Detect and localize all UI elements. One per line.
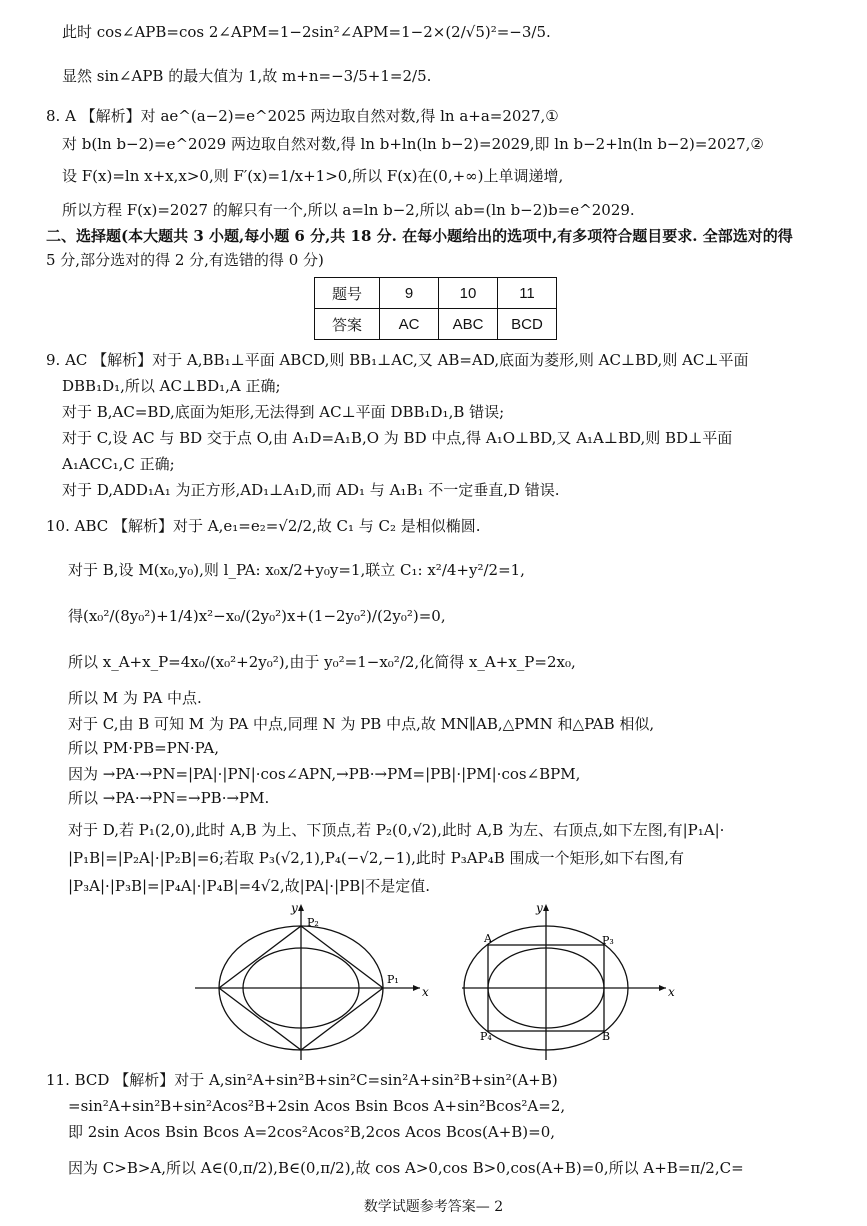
text-line: 8. A 【解析】对 ae^(a−2)=e^2025 两边取自然对数,得 ln a+a=2027,① <box>46 107 559 125</box>
text-line: 5 分,部分选对的得 2 分,有选错的得 0 分) <box>46 251 324 269</box>
table-answer: BCD <box>498 309 557 340</box>
section-heading: 二、选择题(本大题共 3 小题,每小题 6 分,共 18 分. 在每小题给出的选项中,有多项符合题目要求. 全部选对的得 <box>46 227 793 245</box>
text-line: 此时 cos∠APB=cos 2∠APM=1−2sin²∠APM=1−2×(2/√5)²=−3/5. <box>62 23 551 41</box>
text-line: 所以 M 为 PA 中点. <box>68 689 202 707</box>
text-line: 对于 C,由 B 可知 M 为 PA 中点,同理 N 为 PB 中点,故 MN∥AB,△PMN 和△PAB 相似, <box>68 715 655 733</box>
text-line: 对于 B,AC=BD,底面为矩形,无法得到 AC⊥平面 DBB₁D₁,B 错误; <box>62 403 505 421</box>
text-line: 所以方程 F(x)=2027 的解只有一个,所以 a=ln b−2,所以 ab=(ln b−2)b=e^2029. <box>62 201 635 219</box>
table-answer: ABC <box>439 309 498 340</box>
text-line: 所以 x_A+x_P=4x₀/(x₀²+2y₀²),由于 y₀²=1−x₀²/2,化简得 x_A+x_P=2x₀, <box>68 653 576 671</box>
text-line: =sin²A+sin²B+sin²Acos²B+2sin Acos Bsin Bcos A+sin²Bcos²A=2, <box>68 1097 566 1115</box>
text-line: 对于 D,若 P₁(2,0),此时 A,B 为上、下顶点,若 P₂(0,√2),此时 A,B 为左、右顶点,如下左图,有|P₁A|· <box>68 821 725 839</box>
text-line: A₁ACC₁,C 正确; <box>62 455 175 473</box>
text-line: 10. ABC 【解析】对于 A,e₁=e₂=√2/2,故 C₁ 与 C₂ 是相似椭圆. <box>46 517 481 535</box>
text-line: 所以 PM·PB=PN·PA, <box>68 739 219 757</box>
text-line: 11. BCD 【解析】对于 A,sin²A+sin²B+sin²C=sin²A+sin²B+sin²(A+B) <box>46 1071 558 1089</box>
text-line: 因为 →PA·→PN=|PA|·|PN|·cos∠APN,→PB·→PM=|PB|·|PM|·cos∠BPM, <box>68 765 581 783</box>
point-label-p2: P₂ <box>307 916 319 929</box>
text-line: 所以 →PA·→PN=→PB·→PM. <box>68 789 270 807</box>
text-line: 设 F(x)=ln x+x,x>0,则 F′(x)=1/x+1>0,所以 F(x)在(0,+∞)上单调递增, <box>62 167 564 185</box>
point-label-p1: P₁ <box>387 973 399 986</box>
text-line: 对于 D,ADD₁A₁ 为正方形,AD₁⊥A₁D,而 AD₁ 与 A₁B₁ 不一定垂直,D 错误. <box>62 481 560 499</box>
y-axis-label: y <box>536 901 543 915</box>
point-label-a: A <box>484 932 492 945</box>
point-label-p3: P₃ <box>602 934 614 947</box>
text-line: DBB₁D₁,所以 AC⊥BD₁,A 正确; <box>62 377 281 395</box>
text-line: 即 2sin Acos Bsin Bcos A=2cos²Acos²B,2cos Acos Bcos(A+B)=0, <box>68 1123 556 1141</box>
text-line: 得(x₀²/(8y₀²)+1/4)x²−x₀/(2y₀²)x+(1−2y₀²)/(2y₀²)=0, <box>68 607 446 625</box>
x-axis-label: x <box>422 985 429 999</box>
table-number: 9 <box>380 278 439 309</box>
page-footer: 数学试题参考答案— 2 <box>363 1199 504 1215</box>
table-answer: AC <box>380 309 439 340</box>
x-axis-label: x <box>668 985 675 999</box>
answer-table <box>314 277 557 340</box>
text-line: 对于 B,设 M(x₀,y₀),则 l_PA: x₀x/2+y₀y=1,联立 C₁: x²/4+y²/2=1, <box>68 561 525 579</box>
text-line: 因为 C>B>A,所以 A∈(0,π/2),B∈(0,π/2),故 cos A>0,cos B>0,cos(A+B)=0,所以 A+B=π/2,C= <box>68 1159 744 1177</box>
y-axis-label: y <box>291 901 298 915</box>
ellipse-figure-right <box>462 900 677 1065</box>
table-header-label: 题号 <box>315 278 380 309</box>
table-number: 11 <box>498 278 557 309</box>
ellipse-figure-left <box>195 900 435 1065</box>
text-line: 对于 C,设 AC 与 BD 交于点 O,由 A₁D=A₁B,O 为 BD 中点,得 A₁O⊥BD,又 A₁A⊥BD,则 BD⊥平面 <box>62 429 733 447</box>
text-line: 显然 sin∠APB 的最大值为 1,故 m+n=−3/5+1=2/5. <box>62 67 432 85</box>
text-line: 对 b(ln b−2)=e^2029 两边取自然对数,得 ln b+ln(ln b−2)=2029,即 ln b−2+ln(ln b−2)=2027,② <box>62 135 764 153</box>
point-label-p4: P₄ <box>480 1030 492 1043</box>
text-line: |P₃A|·|P₃B|=|P₄A|·|P₄B|=4√2,故|PA|·|PB|不是定值. <box>68 877 431 895</box>
table-answer-label: 答案 <box>315 309 380 340</box>
table-number: 10 <box>439 278 498 309</box>
point-label-b: B <box>602 1030 611 1043</box>
text-line: 9. AC 【解析】对于 A,BB₁⊥平面 ABCD,则 BB₁⊥AC,又 AB=AD,底面为菱形,则 AC⊥BD,则 AC⊥平面 <box>46 351 749 369</box>
text-line: |P₁B|=|P₂A|·|P₂B|=6;若取 P₃(√2,1),P₄(−√2,−1),此时 P₃AP₄B 围成一个矩形,如下右图,有 <box>68 849 685 867</box>
